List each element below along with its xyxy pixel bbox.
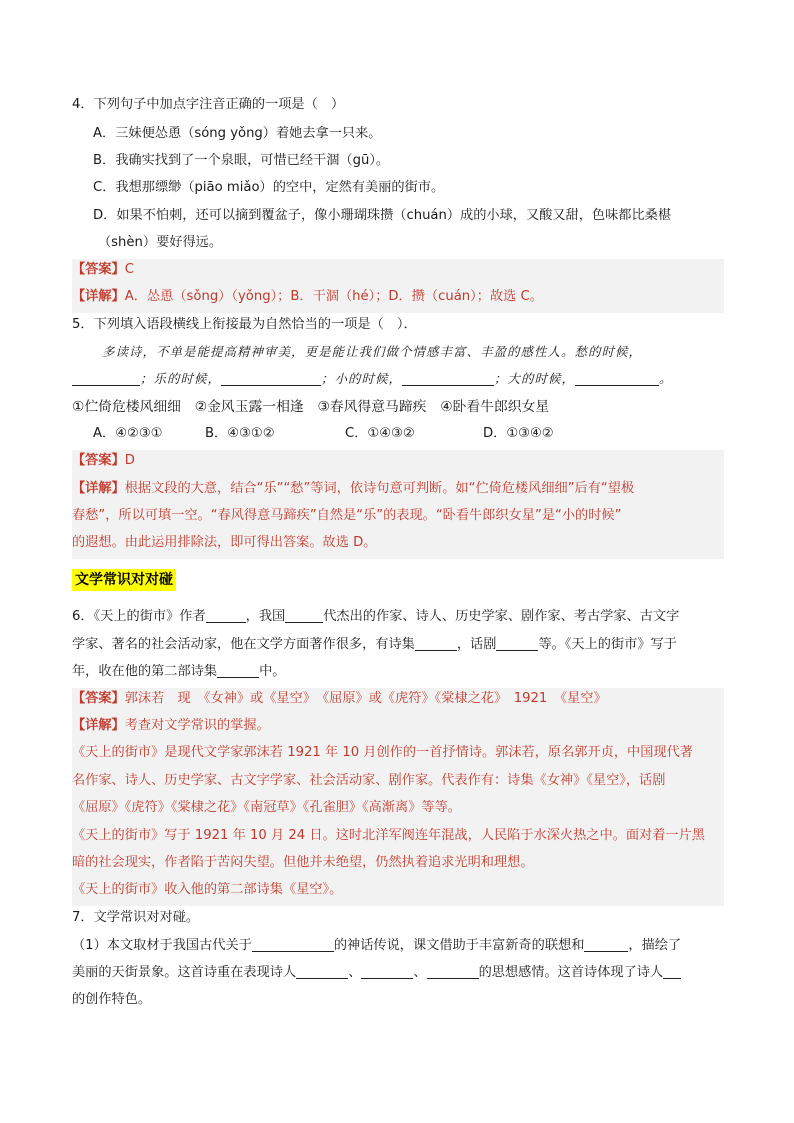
q5-passage-seg-b: ；小的时候，	[321, 371, 403, 386]
q5-detail-1: 根据文段的大意，结合“乐”“愁”等词，依诗句意可判断。如“伫倚危楼风细细”后有“望极	[124, 481, 635, 496]
q7-text: 、	[348, 965, 362, 980]
q4-option-d-line2: （shèn）要好得远。	[98, 235, 223, 250]
blank	[217, 663, 259, 678]
q6-line2	[72, 635, 724, 655]
q5-passage-seg-a: ；乐的时候，	[140, 371, 222, 386]
q6-text: ，我国	[245, 609, 286, 624]
q6-text: 6．《天上的街市》作者	[72, 609, 206, 624]
q6-detail-line5: 暗的社会现实，作者陷于苦闷失望。但他并未绝望，仍然执着追求光明和理想。	[72, 855, 534, 870]
detail-label: 【详解】	[72, 289, 125, 304]
blank	[575, 371, 659, 386]
blank	[221, 371, 321, 386]
blank	[427, 964, 479, 979]
q5-option-d: D．①③④②	[483, 426, 554, 441]
q5-answer: D	[124, 453, 135, 468]
q7-line3: 的创作特色。	[72, 992, 152, 1007]
q5-items: ①伫倚危楼风细细 ②金风玉露一相逢 ③春风得意马蹄疾 ④卧看牛郎织女星	[72, 399, 550, 415]
q6-text: ，话剧	[456, 637, 497, 652]
q6-answer-line	[72, 689, 724, 709]
blank	[206, 608, 246, 623]
q4-option-c: C．我想那缥缈（piāo miǎo）的空中，定然有美丽的街市。	[93, 180, 445, 195]
blank	[361, 964, 413, 979]
q6-answer: 郭沫若 现 《女神》或《星空》 《屈原》或《虎符》《棠棣之花》 1921 《星空》	[124, 691, 607, 706]
q7-line2	[72, 963, 724, 983]
q7-text: 的思想感情。这首诗体现了诗人	[478, 965, 664, 980]
q5-passage-line2	[72, 369, 724, 389]
q5-passage-seg-c: ；大的时候，	[494, 371, 576, 386]
q6-detail-0: 考查对文学常识的掌握。	[124, 718, 270, 733]
q6-detail-line0	[72, 716, 724, 736]
q4-detail-line	[72, 287, 724, 307]
q6-text: 学家、著名的社会活动家，他在文学方面著作很多，有诗集	[72, 637, 415, 652]
q5-detail-line3: 的遐想。由此运用排除法，即可得出答案。故选 D。	[72, 535, 377, 550]
detail-label: 【详解】	[72, 718, 125, 733]
answer-label: 【答案】	[72, 453, 125, 468]
q4-answer-line	[72, 260, 724, 280]
q7-text: 、	[413, 965, 427, 980]
q5-options	[93, 424, 724, 444]
q7-text: （1）本文取材于我国古代关于	[72, 938, 252, 953]
section-title: 文学常识对对碰	[72, 569, 176, 591]
q7-line1	[72, 936, 724, 956]
q6-line1	[72, 607, 724, 627]
q6-text: 等。《天上的街市》写于	[538, 637, 677, 652]
blank	[285, 608, 323, 623]
q6-detail-line3: 《屈原》《虎符》《棠棣之花》《南冠草》《孔雀胆》《高渐离》等等。	[72, 800, 461, 815]
q6-detail-line2: 名作家、诗人、历史学家、古文字学家、社会活动家、剧作家。代表作有：诗集《女神》《星空》，话剧	[72, 773, 666, 788]
q5-answer-line	[72, 451, 724, 471]
q5-stem: 5．下列填入语段横线上衔接最为自然恰当的一项是（ ）．	[72, 317, 417, 332]
blank	[496, 636, 538, 651]
q4-answer: C	[124, 262, 134, 277]
q7-stem: 7．文学常识对对碰。	[72, 910, 200, 925]
q5-option-a: A．④②③①	[93, 426, 163, 441]
blank	[252, 937, 334, 952]
q6-line3	[72, 662, 724, 682]
q6-text: 中。	[259, 664, 286, 679]
q6-text: 年，收在他的第二部诗集	[72, 664, 218, 679]
q4-option-d-line1: D．如果不怕刺，还可以摘到覆盆子，像小珊瑚珠攒（chuán）成的小球，又酸又甜，色味都比桑椹	[93, 208, 672, 223]
q6-detail-line1: 《天上的街市》是现代文学家郭沫若 1921 年 10 月创作的一首抒情诗。郭沫若，原名郭开贞，中国现代著	[72, 745, 693, 760]
detail-label: 【详解】	[72, 481, 125, 496]
q5-passage-seg-d: 。	[659, 371, 673, 386]
q6-detail-line4: 《天上的街市》写于 1921 年 10 月 24 日。这时北洋军阀连年混战，人民陷于水深火热之中。面对着一片黑	[72, 828, 705, 843]
blank	[402, 371, 494, 386]
blank	[415, 636, 457, 651]
q4-stem: 4．下列句子中加点字注音正确的一项是（ ）	[72, 97, 345, 112]
answer-label: 【答案】	[72, 691, 125, 706]
q4-detail: A．怂恿（sǒng）（yǒng）；B．干涸（hé）；D．攒（cuán）；故选 C。	[124, 289, 543, 304]
blank	[663, 964, 681, 979]
q5-detail-line1	[72, 479, 724, 499]
q5-option-b: B．④③①②	[205, 426, 275, 441]
answer-label: 【答案】	[72, 262, 125, 277]
q7-text: 美丽的天街景象。这首诗重在表现诗人	[72, 965, 297, 980]
q5-option-c: C．①④③②	[345, 426, 415, 441]
q4-option-a: A．三妹便怂恿（sóng yǒng）着她去拿一只来。	[93, 126, 382, 141]
q4-option-b: B．我确实找到了一个泉眼，可惜已经干涸（gū）。	[93, 153, 390, 168]
blank	[584, 937, 628, 952]
q5-passage-line1: 多读诗，不单是能提高精神审美，更是能让我们做个情感丰富、丰盈的感性人。愁的时候，	[102, 344, 643, 359]
q5-detail-line2: 春愁”，所以可填一空。“春风得意马蹄疾”自然是“乐”的表现。“卧看牛郎织女星”是“小的时候”	[72, 508, 622, 523]
q7-text: 的神话传说，课文借助于丰富新奇的联想和	[333, 938, 585, 953]
blank	[72, 371, 140, 386]
q6-text: 代杰出的作家、诗人、历史学家、剧作家、考古学家、古文字	[323, 609, 680, 624]
blank	[296, 964, 348, 979]
q6-detail-line6: 《天上的街市》收入他的第二部诗集《星空》。	[72, 882, 343, 897]
q7-text: ，描绘了	[628, 938, 682, 953]
